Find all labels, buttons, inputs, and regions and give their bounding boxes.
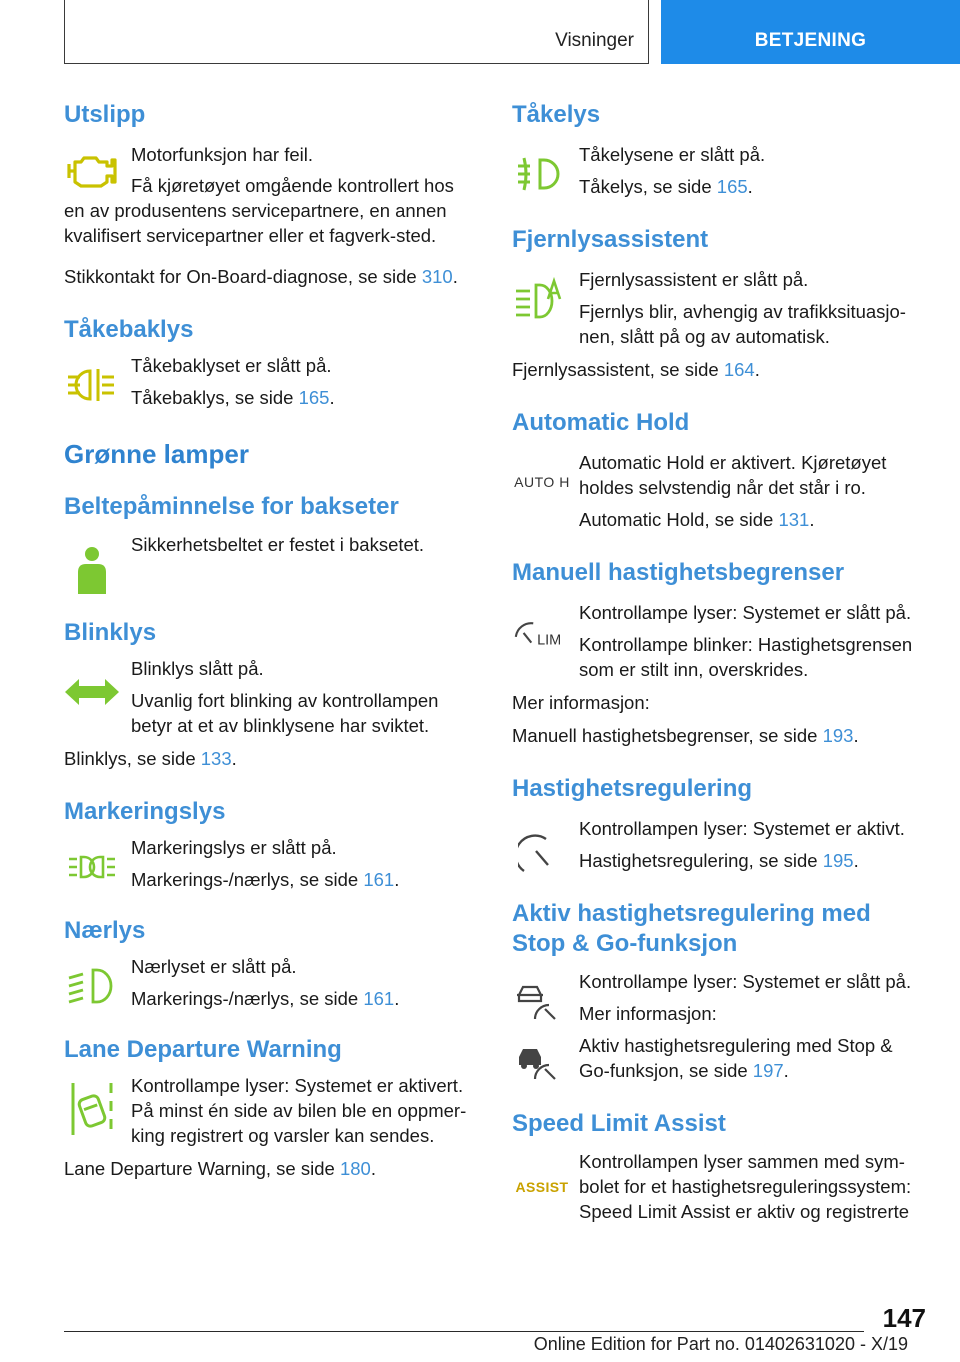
- manuell-page-link[interactable]: 193: [822, 725, 854, 746]
- engine-check-icon: [64, 142, 120, 198]
- takebaklys-line1: Tåkebaklyset er slått på.: [131, 355, 332, 376]
- fjernlys-line1: Fjernlysassistent er slått på.: [579, 269, 809, 290]
- section-title-speedlimit: Speed Limit Assist: [512, 1110, 726, 1137]
- section-title-aktiv: Aktiv hastighetsregulering med Stop & Go-funksjon: [512, 900, 871, 957]
- entry-belte: [64, 532, 476, 592]
- blinklys-page-link[interactable]: 133: [200, 748, 232, 769]
- right-column: [512, 100, 926, 1224]
- page-number: 147: [882, 1303, 926, 1333]
- manuell-more: Mer informasjon:: [512, 692, 650, 713]
- section-title-autohold: Automatic Hold: [512, 409, 690, 436]
- entry-takelys: [512, 142, 926, 199]
- section-title-takebaklys: Tåkebaklys: [64, 316, 194, 343]
- section-title-manuell: Manuell hastighetsbegrenser: [512, 559, 845, 586]
- entry-utslipp: [64, 142, 476, 167]
- entry-aktiv: [512, 969, 926, 1083]
- front-fog-light-icon: [512, 146, 568, 202]
- seatbelt-passenger-icon: [64, 542, 120, 598]
- aktiv-ref-block: [579, 1033, 926, 1083]
- blinklys-line2: Uvanlig fort blinking av kontrollampen betyr at et av blinklysene har sviktet.: [131, 690, 439, 736]
- section-title-gronne-lamper: Grønne lamper: [64, 439, 249, 469]
- markeringslys-line1: Markeringslys er slått på.: [131, 837, 337, 858]
- auto-hold-icon: [512, 454, 572, 510]
- autohold-page-link[interactable]: 131: [778, 509, 810, 530]
- entry-autohold: [512, 450, 926, 532]
- takelys-page-link[interactable]: 165: [716, 176, 748, 197]
- blinklys-reference: Blinklys, se side 133.: [64, 748, 237, 769]
- footer-divider: [64, 1331, 864, 1332]
- takebaklys-reference: Tåkebaklys, se side 165.: [131, 387, 335, 408]
- utslipp-page-link[interactable]: 310: [421, 266, 453, 287]
- speed-limiter-icon-text: LIM: [537, 632, 562, 649]
- lane-line1: Kontrollampe lyser: Systemet er aktivert. På minst én side av bilen ble en oppmer-king registrert og varsler kan sendes.: [131, 1075, 467, 1146]
- entry-blinklys: [64, 656, 476, 738]
- high-beam-assist-icon: [512, 271, 568, 327]
- section-title-belte: Beltepåminnelse for bakseter: [64, 493, 399, 520]
- autohold-line1: Automatic Hold er aktivert. Kjøretøyet holdes selvstendig når det står i ro.: [579, 452, 887, 498]
- low-beam-icon: [64, 958, 120, 1014]
- speed-limit-assist-icon-text: ASSIST: [515, 1179, 569, 1195]
- fjernlys-line2: Fjernlys blir, avhengig av trafikksituasjo-nen, slått på og av automatisk.: [579, 301, 906, 347]
- section-title-hastighet: Hastighetsregulering: [512, 775, 753, 802]
- entry-manuell: [512, 600, 926, 682]
- section-title-lane-departure: Lane Departure Warning: [64, 1036, 342, 1063]
- manuell-reference: Manuell hastighetsbegrenser, se side 193.: [512, 725, 859, 746]
- header-section-box: [64, 0, 649, 64]
- utslipp-reference: Stikkontakt for On-Board-diagnose, se side 310.: [64, 266, 458, 287]
- auto-hold-icon-text: AUTO H: [514, 474, 570, 490]
- hastighet-line1: Kontrollampen lyser: Systemet er aktivt.: [579, 818, 905, 839]
- lane-departure-icon: [64, 1081, 120, 1137]
- hastighet-reference: Hastighetsregulering, se side 195.: [579, 850, 859, 871]
- autohold-reference: Automatic Hold, se side 131.: [579, 509, 815, 530]
- left-column: [64, 100, 476, 1181]
- entry-speedlimit: [512, 1149, 926, 1224]
- utslipp-line1: Motorfunksjon har feil.: [131, 144, 314, 165]
- cruise-control-icon: [512, 824, 568, 880]
- footer-edition: Online Edition for Part no. 01402631020 - X/19: [533, 1334, 908, 1354]
- naerlys-reference: Markerings-/nærlys, se side 161.: [131, 988, 400, 1009]
- rear-fog-light-icon: [64, 357, 120, 413]
- aktiv-line1: Kontrollampe lyser: Systemet er slått på.: [579, 971, 912, 992]
- lane-page-link[interactable]: 180: [339, 1158, 371, 1179]
- parking-lights-icon: [64, 839, 120, 895]
- speed-limiter-icon: [512, 604, 568, 660]
- section-title-utslipp: Utslipp: [64, 101, 146, 128]
- fjernlys-reference: Fjernlysassistent, se side 164.: [512, 359, 760, 380]
- markeringslys-page-link[interactable]: 161: [363, 869, 395, 890]
- header-chapter-label: BETJENING: [754, 30, 867, 51]
- section-title-markeringslys: Markeringslys: [64, 798, 226, 825]
- takelys-line1: Tåkelysene er slått på.: [579, 144, 766, 165]
- speedlimit-line1: Kontrollampen lyser sammen med sym-bolet for et hastighetsreguleringssystem: Speed Limit Assist er aktiv og registrerte: [579, 1151, 912, 1222]
- entry-markeringslys: [64, 835, 476, 892]
- entry-hastighet: [512, 816, 926, 873]
- aktiv-reference: Aktiv hastighetsregulering med Stop & Go-funksjon, se side 197.: [579, 1035, 893, 1081]
- active-cruise-outline-icon: [512, 973, 568, 1029]
- entry-lane-departure: [64, 1073, 476, 1148]
- manuell-line1: Kontrollampe lyser: Systemet er slått på.: [579, 602, 912, 623]
- takelys-reference: Tåkelys, se side 165.: [579, 176, 753, 197]
- naerlys-line1: Nærlyset er slått på.: [131, 956, 297, 977]
- entry-fjernlys: [512, 267, 926, 349]
- markeringslys-reference: Markerings-/nærlys, se side 161.: [131, 869, 400, 890]
- fjernlys-page-link[interactable]: 164: [723, 359, 755, 380]
- active-cruise-filled-icon: [512, 1033, 568, 1089]
- entry-takebaklys: [64, 353, 476, 410]
- section-title-fjernlys: Fjernlysassistent: [512, 226, 709, 253]
- turn-signal-icon: [64, 664, 120, 720]
- hastighet-page-link[interactable]: 195: [822, 850, 854, 871]
- belte-line1: Sikkerhetsbeltet er festet i baksetet.: [131, 534, 425, 555]
- entry-naerlys: [64, 954, 476, 1011]
- aktiv-more: Mer informasjon:: [579, 1003, 717, 1024]
- header-chapter-tab[interactable]: [661, 0, 960, 64]
- section-title-takelys: Tåkelys: [512, 101, 601, 128]
- section-title-naerlys: Nærlys: [64, 917, 146, 944]
- speed-limit-assist-icon: [512, 1159, 572, 1215]
- lane-reference: Lane Departure Warning, se side 180.: [64, 1158, 376, 1179]
- naerlys-page-link[interactable]: 161: [363, 988, 395, 1009]
- header-section-label: Visninger: [555, 30, 634, 51]
- section-title-blinklys: Blinklys: [64, 619, 157, 646]
- takebaklys-page-link[interactable]: 165: [298, 387, 330, 408]
- aktiv-page-link[interactable]: 197: [752, 1060, 784, 1081]
- blinklys-line1: Blinklys slått på.: [131, 658, 264, 679]
- utslipp-line2: Få kjøretøyet omgående kontrollert hos en av produsentens servicepartnere, en annen kvalifisert servicepartner eller et fagverk-sted.: [64, 175, 454, 246]
- manuell-line2: Kontrollampe blinker: Hastighetsgrensen som er stilt inn, overskrides.: [579, 634, 913, 680]
